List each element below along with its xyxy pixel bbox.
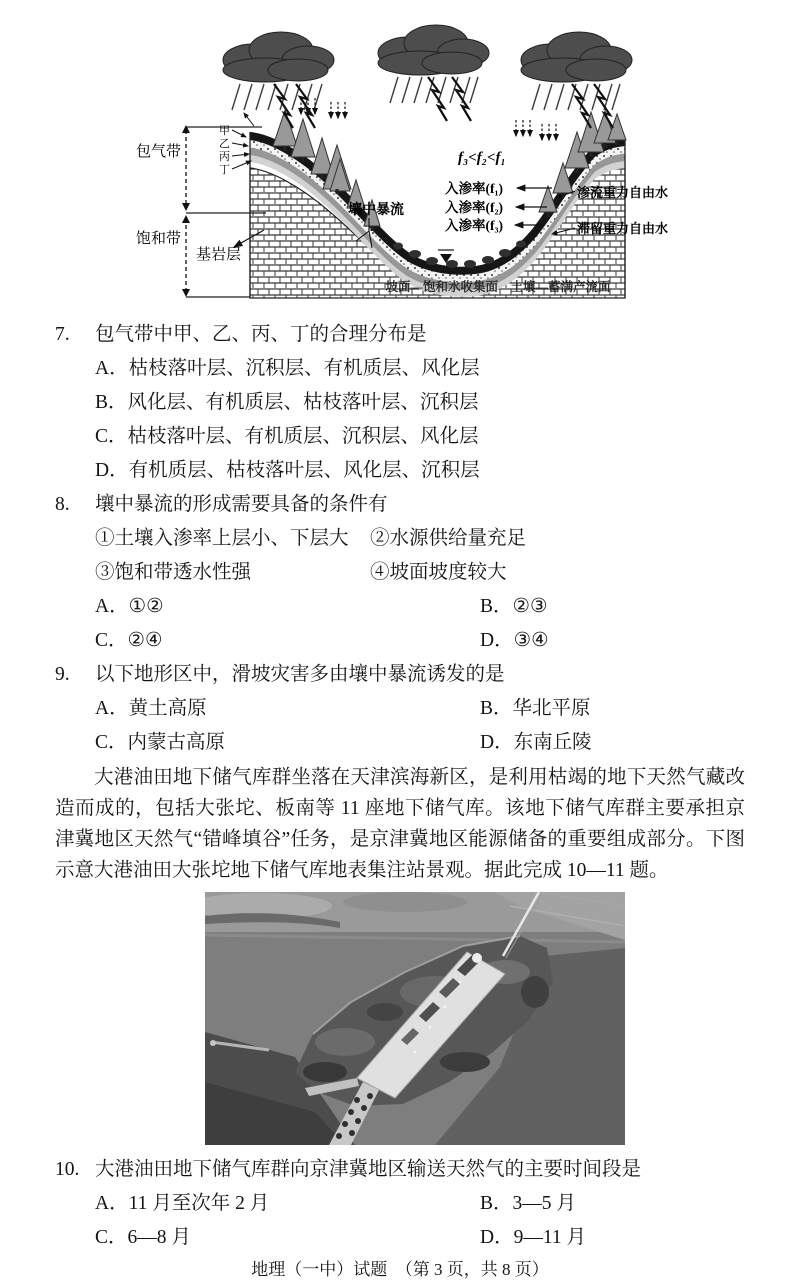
- option-c: [95, 624, 480, 658]
- storm-cloud-middle: [378, 25, 489, 121]
- option-c: [95, 420, 800, 454]
- infiltration-arrows: [301, 98, 556, 140]
- option-label: A．: [95, 698, 129, 719]
- option-c: [95, 726, 480, 760]
- option-a: [95, 352, 800, 386]
- option-text: 内蒙古高原: [127, 732, 226, 753]
- option-a: [95, 590, 480, 624]
- condition-item-2: ②水源供给量充足: [370, 528, 527, 549]
- question-number: 7.: [55, 324, 70, 345]
- option-text: 3—5 月: [512, 1193, 576, 1214]
- option-text: 枯枝落叶层、沉积层、有机质层、风化层: [128, 358, 480, 379]
- option-label: B．: [480, 1193, 513, 1214]
- hydrology-diagram: [0, 0, 800, 312]
- option-text: 黄土高原: [128, 698, 207, 719]
- label-free-water-1: 渗流重力自由水: [577, 185, 669, 200]
- option-label: D．: [480, 1227, 514, 1248]
- option-text: 枯枝落叶层、有机质层、沉积层、风化层: [127, 426, 479, 447]
- option-label: C．: [95, 1227, 128, 1248]
- label-infiltration-3: 入渗率(f₃): [445, 218, 504, 233]
- label-infiltration-1: 入渗率(f₁): [445, 181, 504, 196]
- option-text: 风化层、有机质层、枯枝落叶层、沉积层: [127, 392, 479, 413]
- question-stem: 大港油田地下储气库群向京津冀地区输送天然气的主要时间段是: [95, 1159, 642, 1180]
- label-formula: f₃<f₂<f₁: [458, 150, 506, 166]
- page-footer: 地理（一中）试题 （第 3 页，共 8 页）: [251, 1260, 549, 1279]
- aerial-photo-gas-storage: [205, 892, 625, 1145]
- question-7: [0, 318, 800, 488]
- layer-labels: [219, 113, 254, 176]
- option-a: [95, 692, 480, 726]
- option-text: 华北平原: [512, 698, 591, 719]
- question-9: [0, 658, 800, 760]
- option-label: C．: [95, 630, 128, 651]
- option-b: [480, 590, 800, 624]
- label-bedrock: 基岩层: [196, 247, 242, 263]
- option-text: ③④: [513, 630, 549, 651]
- storm-cloud-right: [521, 32, 632, 128]
- question-stem: 壤中暴流的形成需要具备的条件有: [95, 494, 388, 515]
- option-b: [480, 1187, 800, 1221]
- option-c: [95, 1221, 480, 1255]
- option-label: A．: [95, 1193, 129, 1214]
- option-label: A．: [95, 358, 129, 379]
- option-label: B．: [95, 392, 128, 413]
- label-layer-jia: 甲: [219, 125, 230, 137]
- question-number: 9.: [55, 664, 70, 685]
- label-vadose-zone: 包气带: [136, 144, 182, 160]
- label-infiltration-2: 入渗率(f₂): [445, 200, 504, 215]
- hydrology-diagram-svg: [0, 0, 800, 312]
- condition-item-4: ④坡面坡度较大: [370, 562, 507, 583]
- label-layer-yi: 乙: [219, 138, 230, 150]
- question-stem: 以下地形区中，滑坡灾害多由壤中暴流诱发的是: [95, 664, 505, 685]
- option-d: [480, 1221, 800, 1255]
- option-label: B．: [480, 698, 513, 719]
- label-layer-ding: 丁: [219, 164, 230, 176]
- option-text: 有机质层、枯枝落叶层、风化层、沉积层: [128, 460, 480, 481]
- label-layer-bing: 丙: [219, 151, 230, 163]
- aerial-photo-svg: [205, 892, 625, 1145]
- option-label: D．: [480, 630, 514, 651]
- question-10: [0, 1153, 800, 1255]
- option-text: 6—8 月: [127, 1227, 191, 1248]
- option-text: 东南丘陵: [513, 732, 592, 753]
- option-b: [95, 386, 800, 420]
- condition-item-1: ①土壤入渗率上层小、下层大: [95, 528, 349, 549]
- option-label: A．: [95, 596, 129, 617]
- passage-gas-storage: 大港油田地下储气库群坐落在天津滨海新区，是利用枯竭的地下天然气藏改造而成的，包括大张坨、板南等 11 座地下储气库。该地下储气库群主要承担京津冀地区天然气“错峰填谷”任务，是京津冀地区能源储备的重要组成部分。下图示意大港油田大张坨地下储气库地表集注站景观。据此完成 10—11 题。: [55, 767, 745, 881]
- option-d: [480, 726, 800, 760]
- option-text: 11 月至次年 2 月: [128, 1193, 270, 1214]
- question-number: 10.: [55, 1159, 80, 1180]
- label-saturated-zone: 饱和带: [136, 231, 182, 247]
- option-text: ①②: [128, 596, 164, 617]
- option-b: [480, 692, 800, 726]
- label-bedrock-caption: 坡面—饱和水收集面 土壤—蓄满产流面: [385, 280, 611, 294]
- option-text: ②④: [127, 630, 163, 651]
- option-d: [95, 454, 800, 488]
- label-free-water-2: 滞留重力自由水: [577, 221, 669, 236]
- option-label: D．: [95, 460, 129, 481]
- option-text: ②③: [512, 596, 548, 617]
- question-8: [0, 488, 800, 658]
- question-number: 8.: [55, 494, 70, 515]
- question-stem: 包气带中甲、乙、丙、丁的合理分布是: [95, 324, 427, 345]
- label-soil-storm-flow: 壤中暴流: [348, 203, 404, 218]
- option-text: 9—11 月: [513, 1227, 586, 1248]
- option-label: D．: [480, 732, 514, 753]
- option-label: C．: [95, 426, 128, 447]
- option-label: B．: [480, 596, 513, 617]
- storm-cloud-left: [223, 32, 334, 128]
- option-a: [95, 1187, 480, 1221]
- option-d: [480, 624, 800, 658]
- condition-item-3: ③饱和带透水性强: [95, 562, 252, 583]
- option-label: C．: [95, 732, 128, 753]
